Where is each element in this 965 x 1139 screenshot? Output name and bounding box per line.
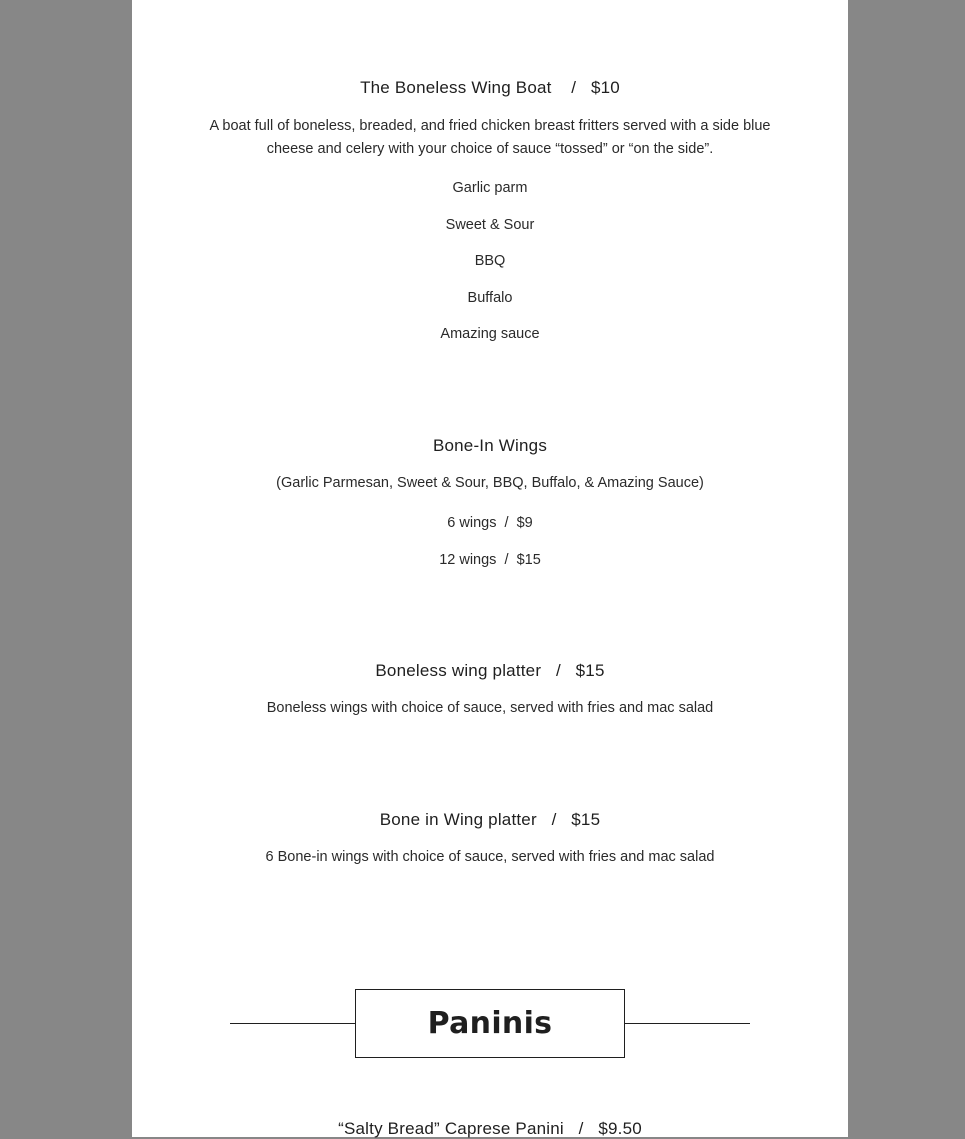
paninis-section-title: Paninis (427, 1006, 553, 1041)
bone-in-platter-description: 6 Bone-in wings with choice of sauce, served with fries and mac salad (265, 849, 715, 865)
paninis-section-header (355, 989, 625, 1058)
section-divider-right (625, 1023, 750, 1024)
boneless-platter-title: Boneless wing platter / $15 (375, 661, 605, 680)
bone-in-option-12: 12 wings / $15 (439, 552, 541, 568)
boneless-boat-title: The Boneless Wing Boat / $10 (360, 78, 620, 97)
boneless-boat-description-wrap (132, 115, 848, 161)
sauce-option-bbq: BBQ (474, 253, 506, 269)
menu-page (132, 0, 848, 1137)
sauce-option-buffalo: Buffalo (467, 290, 513, 306)
section-divider-left (230, 1023, 355, 1024)
caprese-panini-title: “Salty Bread” Caprese Panini / $9.50 (338, 1119, 642, 1138)
sauce-option-sweet-sour: Sweet & Sour (445, 217, 535, 233)
sauce-option-amazing: Amazing sauce (440, 326, 540, 342)
bone-in-option-6: 6 wings / $9 (447, 515, 533, 531)
bone-in-wings-title: Bone-In Wings (432, 436, 548, 455)
sauce-option-garlic-parm: Garlic parm (452, 180, 528, 196)
bone-in-wings-description: (Garlic Parmesan, Sweet & Sour, BBQ, Buffalo, & Amazing Sauce) (276, 475, 704, 491)
boneless-boat-description: A boat full of boneless, breaded, and fried chicken breast fritters served with a side blue cheese and celery with your choice of sauce “tossed” or “on the side”. (209, 118, 771, 157)
bone-in-platter-title: Bone in Wing platter / $15 (379, 810, 601, 829)
boneless-platter-description: Boneless wings with choice of sauce, served with fries and mac salad (266, 700, 714, 716)
